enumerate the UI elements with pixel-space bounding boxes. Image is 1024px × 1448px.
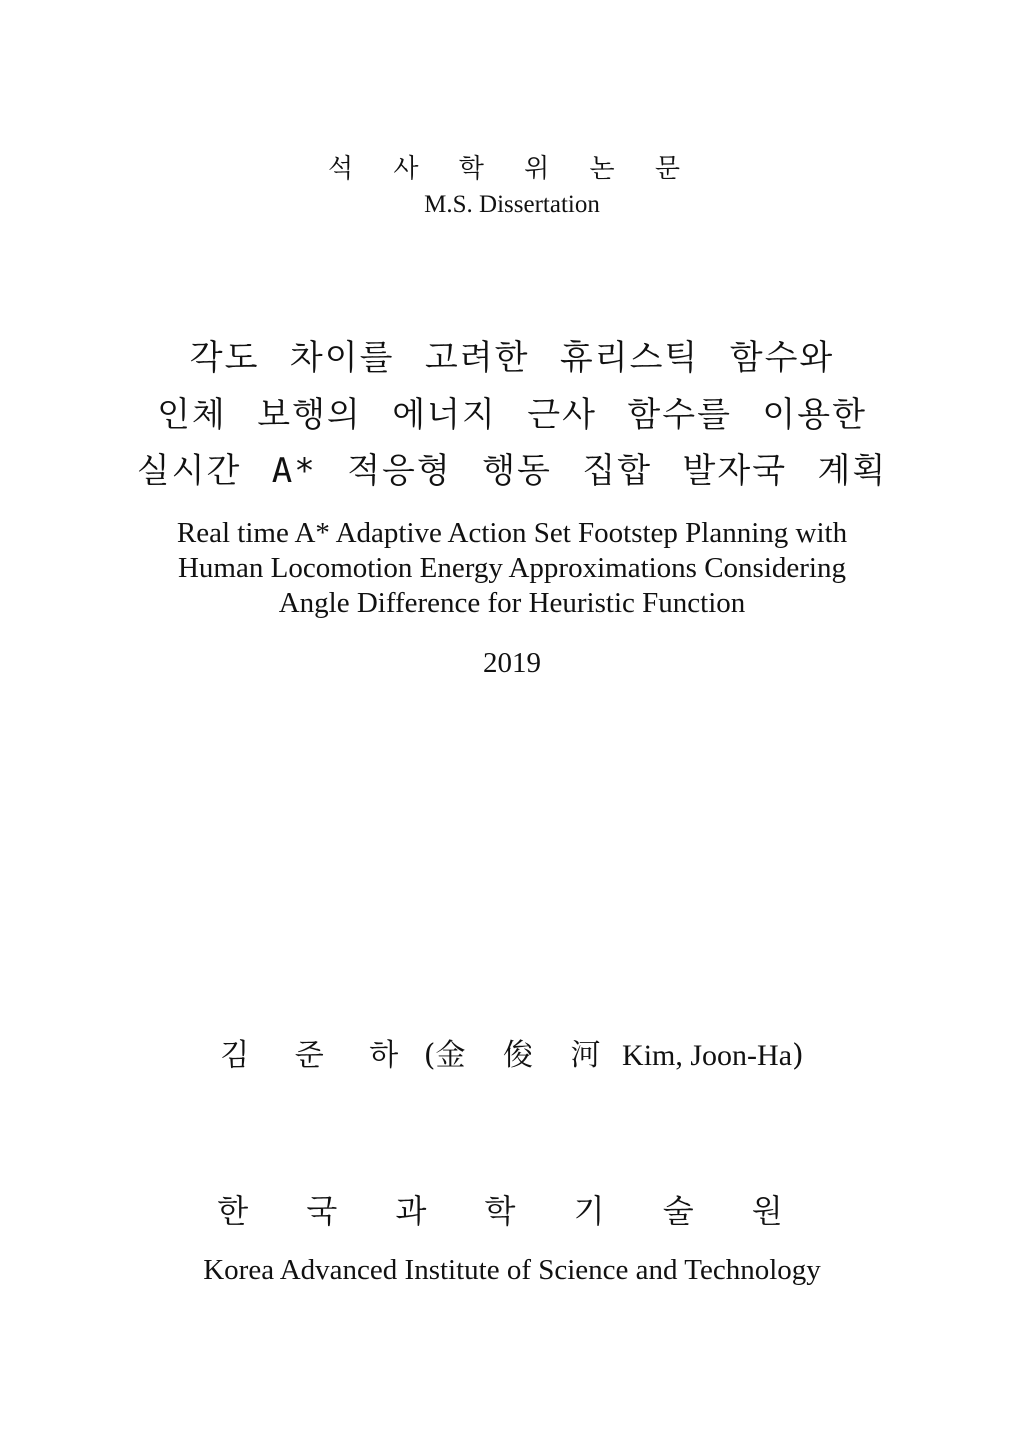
korean-title-line-1: 각도 차이를 고려한 휴리스틱 함수와 <box>189 338 835 378</box>
author-name-hanja: 金 俊 河 <box>435 1038 615 1073</box>
institution-name-english: Korea Advanced Institute of Science and Technology <box>203 1254 821 1286</box>
korean-title-line-2: 인체 보행의 에너지 근사 함수를 이용한 <box>157 395 867 435</box>
author-line <box>0 1030 1024 1074</box>
institution-name-korean: 한 국 과 학 기 술 원 <box>217 1192 807 1230</box>
english-title-line-3: Angle Difference for Heuristic Function <box>278 587 746 619</box>
author-open-paren: ( <box>423 1038 436 1073</box>
author-name-english: Kim, Joon-Ha <box>622 1039 793 1072</box>
korean-title-line-3: 실시간 A* 적응형 행동 집합 발자국 계획 <box>136 451 888 491</box>
english-title-line-2: Human Locomotion Energy Approximations Considering <box>177 552 846 584</box>
degree-type-korean: 석 사 학 위 논 문 <box>327 154 697 184</box>
publication-year: 2019 <box>483 647 541 679</box>
author-close-paren: ) <box>792 1038 804 1073</box>
degree-type-english: M.S. Dissertation <box>424 191 600 218</box>
english-title-line-1: Real time A* Adaptive Action Set Footstep Planning with <box>176 517 848 549</box>
author-name-korean: 김 준 하 <box>220 1038 417 1073</box>
